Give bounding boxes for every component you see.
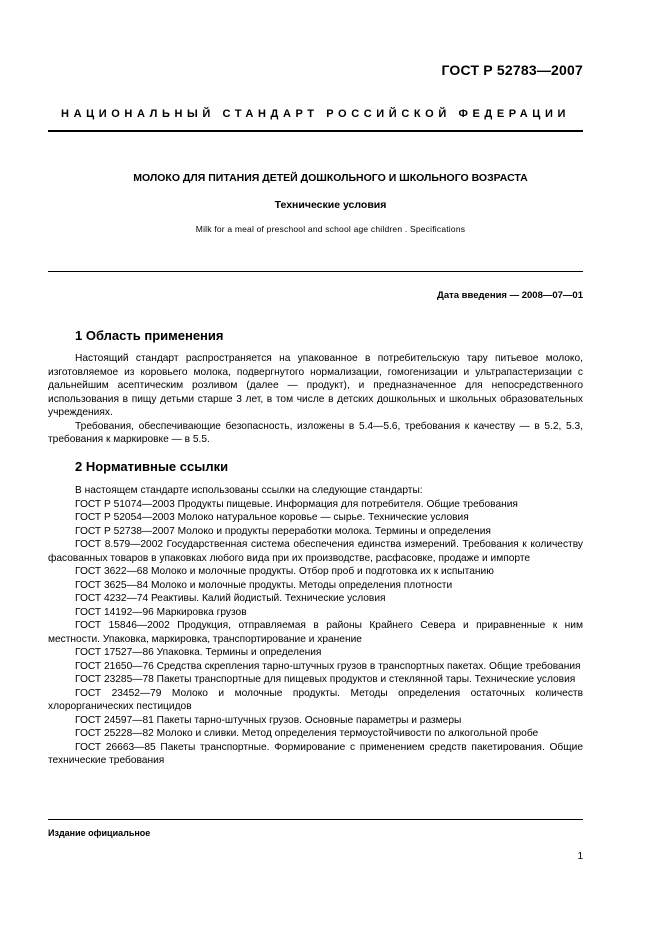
reference-item: ГОСТ Р 52054—2003 Молоко натуральное коровье — сырье. Технические условия — [75, 512, 469, 523]
introduction-date: Дата введения — 2008—07—01 — [437, 290, 583, 301]
reference-item: ГОСТ 26663—85 Пакеты транспортные. Формирование с применением средств пакетирования. Общие технические требования — [48, 741, 583, 766]
document-title: МОЛОКО ДЛЯ ПИТАНИЯ ДЕТЕЙ ДОШКОЛЬНОГО И ШКОЛЬНОГО ВОЗРАСТА — [133, 172, 528, 184]
official-edition-label: Издание официальное — [48, 828, 151, 838]
reference-item: ГОСТ 24597—81 Пакеты тарно-штучных грузов. Основные параметры и размеры — [75, 714, 462, 726]
reference-item: ГОСТ 3625—84 Молоко и молочные продукты. Методы определения плотности — [75, 579, 453, 591]
reference-item: ГОСТ 23452—79 Молоко и молочные продукты. Методы определения остаточных количеств хлорорганических пестицидов — [48, 687, 583, 712]
standard-number: ГОСТ Р 52783—2007 — [441, 62, 583, 78]
english-title: Milk for a meal of preschool and school age children . Specifications — [195, 224, 466, 234]
header-divider — [48, 130, 583, 132]
national-standard-banner: НАЦИОНАЛЬНЫЙ СТАНДАРТ РОССИЙСКОЙ ФЕДЕРАЦИИ — [61, 108, 570, 120]
title-divider — [48, 271, 583, 272]
reference-item: ГОСТ 14192—96 Маркировка грузов — [75, 606, 247, 618]
page-number: 1 — [577, 851, 583, 862]
reference-item: ГОСТ 8.579—2002 Государственная система обеспечения единства измерений. Требования к количеству фасованных товаров в упаковках любого вида при их производстве, расфасовке, продаже и импорте — [48, 539, 583, 564]
section-1-heading: 1 Область применения — [75, 328, 224, 343]
reference-item: ГОСТ 23285—78 Пакеты транспортные для пищевых продуктов и стеклянной тары. Технические условия — [75, 674, 576, 685]
reference-item: ГОСТ 15846—2002 Продукция, отправляемая в районы Крайнего Севера и приравненные к ним местности. Упаковка, маркировка, транспортирование и хранение — [48, 620, 583, 645]
section-1-paragraph: Требования, обеспечивающие безопасность, изложены в 5.4—5.6, требования к качеству — в 5.2, 5.3, требования к маркировке — в 5.5. — [48, 420, 583, 445]
reference-item: ГОСТ 25228—82 Молоко и сливки. Метод определения термоустойчивости по алкогольной пробе — [75, 728, 539, 739]
references-intro: В настоящем стандарте использованы ссылки на следующие стандарты: — [75, 485, 423, 496]
section-1-body — [48, 352, 583, 447]
reference-item: ГОСТ 3622—68 Молоко и молочные продукты. Отбор проб и подготовка их к испытанию — [75, 566, 494, 577]
reference-item: ГОСТ Р 51074—2003 Продукты пищевые. Информация для потребителя. Общие требования — [75, 498, 518, 510]
reference-item: ГОСТ 21650—76 Средства скрепления тарно-штучных грузов в транспортных пакетах. Общие требования — [75, 660, 581, 672]
reference-item: ГОСТ 17527—86 Упаковка. Термины и определения — [75, 647, 322, 658]
section-2-heading: 2 Нормативные ссылки — [75, 459, 229, 474]
section-2-body — [48, 484, 583, 768]
section-1-paragraph: Настоящий стандарт распространяется на упакованное в потребительскую тару питьевое молоко, изготовляемое из коровьего молока, подвергнутого нормализации, гомогенизации и ультрапастеризации с дальнейшим асептическим розливом (далее — продукт), и предназначенное для непосредственного использования в пищу детьми старше 3 лет, в том числе в детских дошкольных и школьных образовательных учреждениях. — [48, 353, 583, 418]
footer-divider — [48, 819, 583, 820]
reference-item: ГОСТ 4232—74 Реактивы. Калий йодистый. Технические условия — [75, 593, 386, 604]
reference-item: ГОСТ Р 52738—2007 Молоко и продукты переработки молока. Термины и определения — [75, 525, 491, 537]
document-subtitle: Технические условия — [274, 199, 387, 211]
